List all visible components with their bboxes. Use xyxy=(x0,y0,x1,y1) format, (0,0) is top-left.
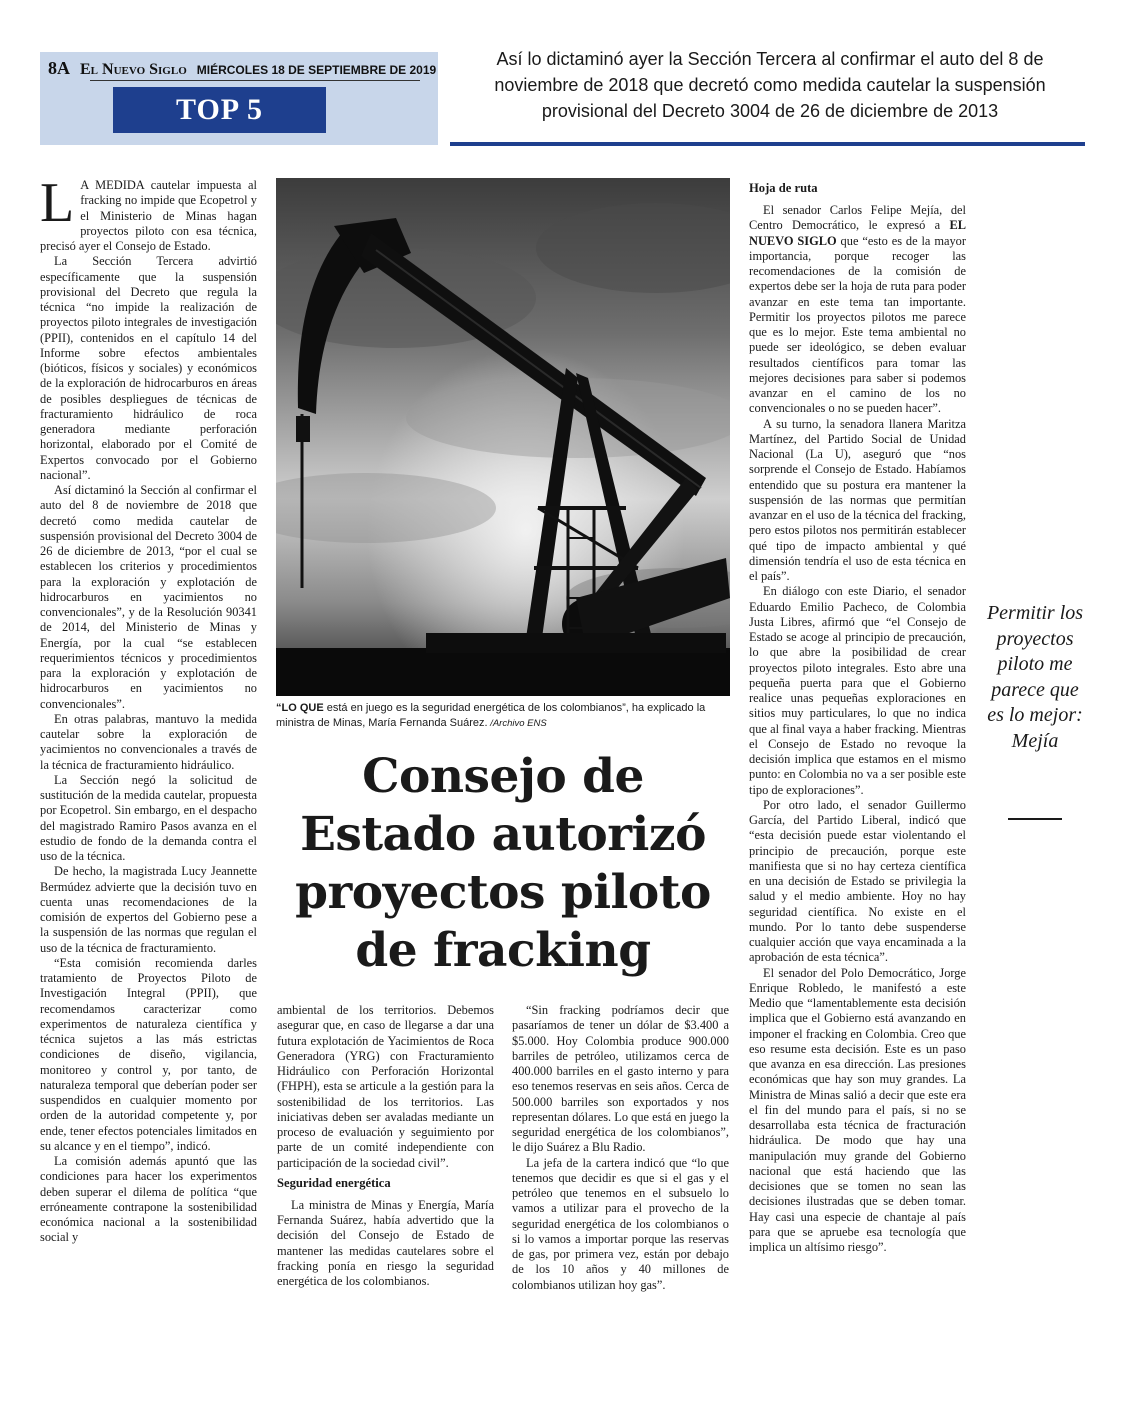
lead-text: A MEDIDA cautelar impuesta al fracking no impide que Ecopetrol y el Ministerio de Minas hagan proyectos piloto con esa técnica, precisó ayer el Consejo de Estado. xyxy=(40,178,257,253)
paragraph: El senador del Polo Democrático, Jorge Enrique Robledo, le manifestó a este Medio que “lamentablemente esta decisión implica que el Gobierno está avanzando en imponer el fracking en Colombia. Creo que eso resume esta decisión. Este es un paso que avanza en esa dirección. Las presiones económicas que hay son muy grandes. La Ministra de Minas salió a decir que este era el fin del mundo para el país, si no se desarrollaba esta técnica de fracturación hidráulica. De modo que hay una manipulación muy grande del Gobierno nacional que está haciendo que las decisiones que se tomen no sean las decisiones ilustradas que se deben tomar. Hay casi una especie de chantaje al país para que se apruebe esa tecnología que implica un altísimo riesgo”. xyxy=(749,965,966,1254)
paper-name: El Nuevo Siglo xyxy=(80,61,187,78)
section-label: TOP 5 xyxy=(113,87,326,133)
caption-text: está en juego es la seguridad energética de los colombianos”, ha explicado la ministra de Minas, María Fernanda Suárez. xyxy=(276,702,706,729)
pull-quote: Permitir los proyectos piloto me parece que es lo mejor: Mejía xyxy=(986,602,1084,752)
paragraph: “Sin fracking podríamos decir que pasaríamos de tener un dólar de $3.400 a $5.000. Hoy Colombia produce 900.000 barriles de petróleo, utilizamos cerca de 400.000 barriles en el gasto interno y para eso tenemos reservas en seis años. Cerca de 500.000 barriles son exportados y nos representan dólares. Lo que está en juego la seguridad energética de los colombianos”, le dijo Suárez a Blu Radio. xyxy=(512,1003,729,1155)
paragraph: De hecho, la magistrada Lucy Jeannette Bermúdez advierte que la decisión tuvo en cuenta unas recomendaciones de la comisión de expertos del Gobierno pese a la suspensión de las normas que regulan el uso de la técnica de fracturamiento. xyxy=(40,864,257,955)
oil-pump-jack-icon xyxy=(276,178,730,696)
paragraph: Así dictaminó la Sección al confirmar el auto del 8 de noviembre de 2018 que decretó como medida cautelar de suspensión provisional del Decreto 3004 de 26 de diciembre de 2013, “por el cual se establecen los criterios y procedimientos para la exploración y explotación de hidrocarburos en yacimientos no convencionales”, y de la Resolución 90341 de 2014, del Ministerio de Minas y Energía, por la cual “se establecen requerimientos técnicos y procedimientos para la exploración y explotación de hidrocarburos en yacimientos no convencionales”. xyxy=(40,483,257,711)
pull-quote-rule xyxy=(1008,818,1062,820)
photo-caption xyxy=(276,701,730,731)
article-column-4 xyxy=(749,176,966,1255)
paragraph: La comisión además apuntó que las condiciones para hacer los experimentos deben superar el dilema de política “que erróneamente contrapone la sostenibilidad económica nacional a la sostenibilidad social y xyxy=(40,1154,257,1245)
article-column-3 xyxy=(512,1003,729,1293)
page-number: 8A xyxy=(48,58,70,78)
paragraph: La ministra de Minas y Energía, María Fernanda Suárez, había advertido que la decisión del Consejo de Estado de mantener las medidas cautelares sobre el fracking ponía en riesgo la seguridad energética de los colombianos. xyxy=(277,1197,494,1288)
paragraph: La Sección negó la solicitud de sustitución de la medida cautelar, propuesta por Ecopetrol. Sin embargo, en el despacho del magistrado Ramiro Pasos avanza en el estudio de fondo de la demanda contra el uso de la técnica. xyxy=(40,772,257,863)
paragraph: ambiental de los territorios. Debemos asegurar que, en caso de llegarse a dar una futura explotación de Yacimientos de Roca Generadora (YRG) con Fracturamiento Hidráulico con Perforación Horizontal (FHPH), esta se articule a la gestión para la sostenibilidad de los territorios. Las iniciativas deben ser avaladas mediante un proceso de evaluación y seguimiento por parte de un comité independiente con participación de la sociedad civil”. xyxy=(277,1003,494,1170)
kicker-deck: Así lo dictaminó ayer la Sección Tercera al confirmar el auto del 8 de noviembre de 2018 que decretó como medida cautelar la suspensión provisional del Decreto 3004 de 26 de diciembre de 2013 xyxy=(494,49,1046,121)
kicker-rule xyxy=(450,142,1085,146)
paper-mention: EL NUEVO SIGLO xyxy=(749,218,966,248)
headline: Consejo de Estado autorizó proyectos piloto de fracking xyxy=(295,749,711,978)
caption-lead: “LO QUE xyxy=(276,702,324,714)
article-column-2 xyxy=(277,1003,494,1289)
subhead-energy: Seguridad energética xyxy=(277,1175,391,1190)
paragraph: En otras palabras, mantuvo la medida cautelar sobre la exploración de yacimientos no convencionales a través de la técnica de fracturamiento hidráulico. xyxy=(40,711,257,772)
paragraph: La Sección Tercera advirtió específicamente que la suspensión provisional del Decreto que regula la técnica “no impide la realización de proyectos piloto integrales de investigación (PPII), contenidos en el capítulo 14 del Informe sobre efectos ambientales (bióticos, físicos y sociales) y económicos de la exploración de hidrocarburos en áreas de posibles despliegues de técnicas de fracturamiento hidráulico de roca generadora mediante perforación horizontal, elaborado por el Comité de Expertos convocado por el Gobierno nacional”. xyxy=(40,254,257,482)
paragraph xyxy=(749,203,966,417)
paragraph: La jefa de la cartera indicó que “lo que tenemos que decidir es que si el gas y el petróleo que tenemos en el subsuelo lo vamos a utilizar para el provecho de la seguridad energética de los colombianos o si lo vamos a importar porque las reservas de gas, por primera vez, están por debajo de los 10 años y 40 millones de colombianos utilizan hoy gas”. xyxy=(512,1155,729,1292)
photo-credit: /Archivo ENS xyxy=(487,718,547,729)
folio-rule xyxy=(90,80,420,81)
paragraph: En diálogo con este Diario, el senador Eduardo Emilio Pacheco, de Colombia Justa Libres, afirmó que “el Consejo de Estado se acoge al principio de precaución, lo que abre la posibilidad de crear proyectos piloto integrales. Esto abre una pequeña puerta para que el Gobierno realice unas pequeñas exploraciones en sitios muy particulares, lo que no indica que al final vaya a haber fracking. Mientras el Consejo de Estado no revoque la decisión implica que estamos en el mismo punto: en Colombia no va a ser posible este tipo de exploraciones”. xyxy=(749,584,966,797)
paragraph: Por otro lado, el senador Guillermo García, del Partido Liberal, indicó que “esta decisión puede estar violentando el principio de precaución, porque este manifiesta que si no hay certeza científica en una decisión de Estado se privilegia la salud y el medio ambiente. Hoy no hay seguridad científica. No existe en el mundo. Por lo tanto debe suspenderse cualquier acción que vaya encaminada a la aprobación de esta técnica”. xyxy=(749,797,966,965)
drop-cap: L xyxy=(40,172,75,234)
paragraph-part: El senador Carlos Felipe Mejía, del Centro Democrático, le expresó a xyxy=(749,203,966,233)
issue-date: MIÉRCOLES 18 DE SEPTIEMBRE DE 2019 xyxy=(196,63,437,77)
paragraph: “Esta comisión recomienda darles tratamiento de Proyectos Piloto de Investigación Integral (PPII), que recomendamos caracterizar como experimentos de naturaleza científica y técnica sujetos a las más estrictas condiciones de diseño, vigilancia, monitoreo y control y, por tanto, de naturaleza temporal que deberían poder ser suspendidos en cualquier momento por orden de la autoridad competente y, por ende, tener efectos potenciales limitados en su alcance y en el tiempo”, indicó. xyxy=(40,955,257,1153)
lead-paragraph xyxy=(40,172,257,254)
article-column-1 xyxy=(40,172,257,1246)
subhead-route: Hoja de ruta xyxy=(749,181,818,195)
oil-pump-jack-photo xyxy=(276,178,730,696)
paragraph: A su turno, la senadora llanera Maritza Martínez, del Partido Social de Unidad Nacional (La U), aseguró que “nos sorprende el Consejo de Estado. Habíamos entendido que su postura era mantener la suspensión de las normas que permitían avanzar en el uso de la técnica del fracking, pero estos pilotos nos permitirán establecer qué tipo de impacto ambiental y qué dimensión tendría el uso de esta técnica en el país”. xyxy=(749,416,966,583)
paragraph-part: que “esto es de la mayor importancia, porque recoger las recomendaciones de la comisión de expertos debe ser la hoja de ruta para poder avanzar en este tema tan importante. Permitir los proyectos pilotos me parece que es lo mejor. Este tema ambiental no puede ser ideológico, se deben evaluar resultados científicos para tomar las mejores decisiones para saber si podemos avanzar en el camino de los no convencionales o no se pueden hacer”. xyxy=(749,233,966,416)
folio-line xyxy=(48,58,436,79)
